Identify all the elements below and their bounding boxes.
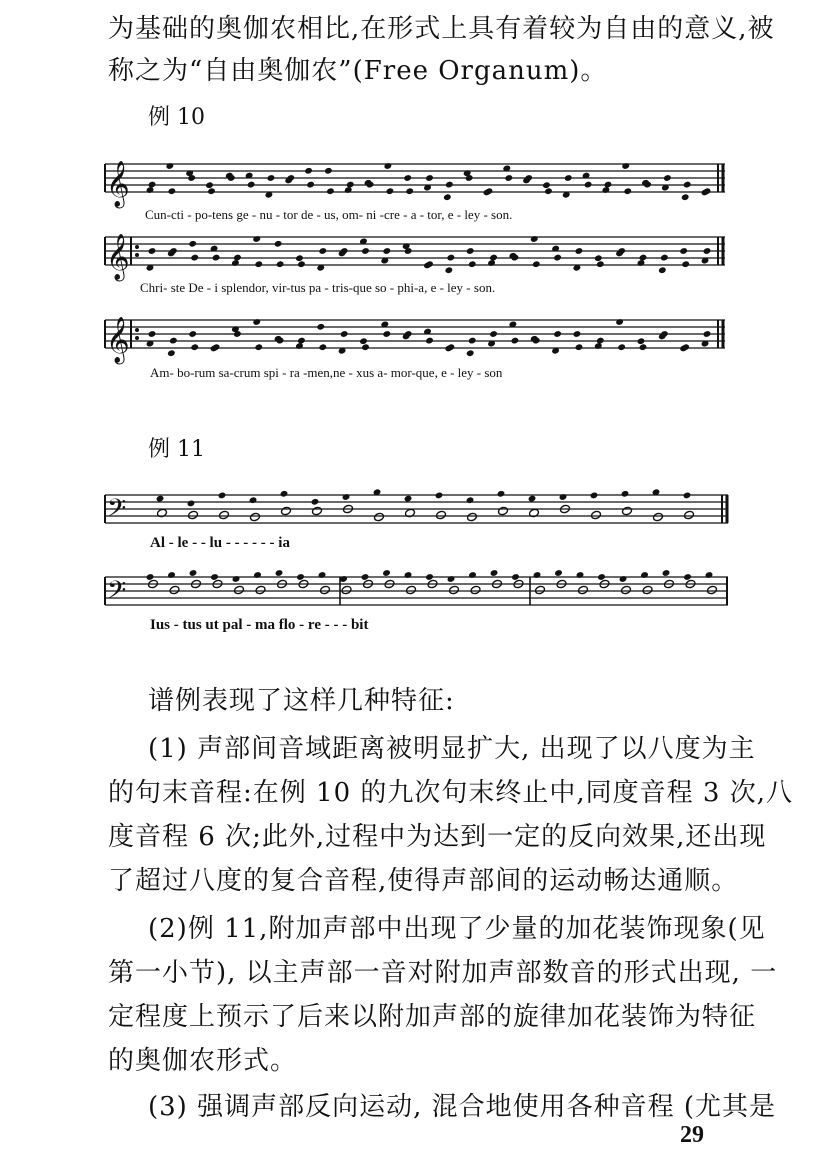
treble-clef-icon: 𝄞 (106, 234, 130, 280)
notehead (681, 260, 690, 268)
notehead (703, 330, 712, 338)
notehead (267, 174, 276, 182)
notehead (653, 512, 664, 522)
notehead (425, 573, 434, 581)
notehead (490, 569, 499, 577)
notehead (575, 343, 584, 351)
notehead (253, 571, 262, 579)
notehead (326, 187, 335, 195)
notehead (324, 167, 333, 175)
notehead (167, 349, 176, 357)
notehead (341, 585, 352, 595)
staff-ex11-1 (105, 495, 728, 523)
notehead (662, 569, 671, 577)
example-10-score (0, 150, 831, 450)
notehead (445, 266, 454, 274)
notehead (532, 260, 541, 268)
notehead (403, 174, 412, 182)
notehead (621, 490, 630, 498)
notehead (384, 162, 393, 170)
notehead (602, 186, 611, 194)
notehead (594, 342, 603, 350)
notehead (615, 318, 624, 326)
notehead (435, 492, 444, 500)
notehead (590, 492, 599, 500)
notehead (276, 260, 285, 268)
notehead (312, 506, 323, 516)
notehead (679, 247, 688, 255)
notehead (359, 337, 368, 345)
notehead (447, 575, 456, 583)
example-11-lyrics-2: Ius - tus ut pal - ma flo - re - - - bit (150, 617, 369, 633)
example-11-label: 例 11 (148, 437, 205, 462)
notehead (231, 259, 240, 267)
notehead (342, 493, 351, 501)
notehead (318, 247, 327, 255)
notehead (275, 569, 284, 577)
notehead (663, 174, 672, 182)
notehead (233, 254, 242, 262)
notehead (553, 330, 562, 338)
notehead (169, 585, 180, 595)
page-number: 29 (680, 1122, 704, 1148)
notehead (252, 235, 261, 243)
notehead (542, 181, 551, 189)
text-line: 定程度上预示了后来以附加声部的旋律加花装饰为特征 (108, 1002, 757, 1032)
notehead (597, 573, 606, 581)
notehead (207, 187, 216, 195)
notehead (637, 259, 646, 267)
notehead (619, 575, 628, 583)
notehead (683, 492, 692, 500)
notehead (621, 162, 630, 170)
notehead (254, 343, 263, 351)
notehead (425, 337, 434, 345)
notehead (544, 187, 553, 195)
notehead (591, 510, 602, 520)
notehead (683, 573, 692, 581)
notehead (640, 571, 649, 579)
notehead (623, 187, 632, 195)
notehead (234, 585, 245, 595)
notehead (405, 187, 414, 195)
notehead (425, 174, 434, 182)
notehead (250, 512, 261, 522)
notehead (489, 330, 498, 338)
notehead (707, 585, 718, 595)
notehead (466, 247, 475, 255)
notehead (316, 323, 325, 331)
notehead (504, 174, 513, 182)
notehead (594, 254, 603, 262)
notehead (575, 247, 584, 255)
notehead (553, 254, 562, 262)
notehead (281, 506, 292, 516)
notehead (447, 254, 456, 262)
notehead (255, 585, 266, 595)
notehead (468, 337, 477, 345)
notehead (304, 167, 313, 175)
notehead (511, 573, 520, 581)
notehead (596, 337, 605, 345)
notehead (280, 490, 289, 498)
example-11-lyrics-1: Al - le - - lu - - - - - - ia (150, 535, 290, 551)
notehead (297, 260, 306, 268)
notehead (167, 571, 176, 579)
example-10-label: 例 10 (148, 105, 205, 130)
notehead (497, 490, 506, 498)
notehead (445, 181, 454, 189)
notehead (382, 330, 391, 338)
notehead (188, 330, 197, 338)
notehead (146, 573, 155, 581)
staff-system-1 (105, 164, 725, 192)
treble-clef-icon: 𝄞 (106, 161, 130, 207)
text-line: (3) 强调声部反向运动, 混合地使用各种音程 (尤其是 (148, 1092, 777, 1122)
notehead (361, 343, 370, 351)
notehead (511, 337, 520, 345)
example-10-lyrics-2: Chri- ste De - i splendor, vir-tus pa - tris-que so - phi-a, e - ley - son. (140, 280, 496, 295)
notehead (210, 573, 219, 581)
notehead (296, 573, 305, 581)
notehead (642, 585, 653, 595)
notehead (573, 330, 582, 338)
staff-system-2 (105, 237, 725, 265)
text-line: 的奥伽农形式。 (108, 1046, 298, 1076)
notehead (639, 343, 648, 351)
notehead (683, 181, 692, 189)
notehead (660, 254, 669, 262)
notehead (212, 254, 221, 262)
notehead (218, 492, 227, 500)
staff-system-3 (105, 320, 725, 348)
notehead (165, 162, 174, 170)
notehead (576, 571, 585, 579)
text-line: 谱例表现了这样几种特征: (148, 686, 455, 716)
notehead (297, 337, 306, 345)
notehead (167, 187, 176, 195)
notehead (156, 495, 165, 503)
notehead (190, 254, 199, 262)
notehead (344, 186, 353, 194)
notehead (622, 506, 633, 516)
bass-clef-icon: 𝄢 (107, 494, 127, 529)
notehead (559, 493, 568, 501)
text-line: (1) 声部间音域距离被明显扩大, 出现了以八度为主 (148, 734, 756, 764)
text-line: 为基础的奥伽农相比,在形式上具有着较为自由的意义,被 (108, 14, 775, 44)
bass-clef-icon: 𝄢 (107, 576, 127, 611)
notehead (468, 571, 477, 579)
notehead (148, 330, 157, 338)
treble-clef-icon: 𝄞 (106, 317, 130, 363)
notehead (639, 254, 648, 262)
notehead (528, 495, 537, 503)
notehead (404, 571, 413, 579)
notehead (596, 260, 605, 268)
notehead (318, 571, 327, 579)
notehead (219, 510, 230, 520)
text-line: 称之为“自由奥伽农”(Free Organum)。 (108, 56, 608, 86)
notehead (188, 240, 197, 248)
notehead (637, 337, 646, 345)
notehead (189, 569, 198, 577)
notehead (604, 181, 613, 189)
notehead (533, 571, 542, 579)
notehead (564, 174, 573, 182)
notehead (584, 181, 593, 189)
notehead (346, 181, 355, 189)
notehead (205, 181, 214, 189)
notehead (148, 247, 157, 255)
notehead (252, 318, 261, 326)
notehead (621, 585, 632, 595)
notehead (705, 571, 714, 579)
notehead (374, 512, 385, 522)
notehead (382, 247, 391, 255)
notehead (658, 266, 667, 274)
notehead (274, 240, 283, 248)
notehead (617, 343, 626, 351)
notehead (530, 235, 539, 243)
notehead (254, 260, 263, 268)
notehead (449, 585, 460, 595)
notehead (498, 506, 509, 516)
notehead (684, 510, 695, 520)
notehead (340, 330, 349, 338)
notehead (443, 193, 452, 201)
notehead (311, 498, 320, 506)
text-line: 度音程 6 次;此外,过程中为达到一定的反向效果,还出现 (108, 822, 767, 852)
text-line: 了超过八度的复合音程,使得声部间的运动畅达通顺。 (108, 866, 739, 896)
notehead (318, 343, 327, 351)
notehead (467, 512, 478, 522)
notehead (487, 259, 496, 267)
notehead (535, 585, 546, 595)
notehead (382, 569, 391, 577)
notehead (146, 186, 155, 194)
notehead (148, 181, 157, 189)
notehead (703, 247, 712, 255)
notehead (681, 193, 690, 201)
notehead (578, 585, 589, 595)
notehead (468, 260, 477, 268)
notehead (404, 495, 413, 503)
example-10-lyrics-3: Am- bo-rum sa-crum spi - ra -men,ne - xus a- mor-que, e - ley - son (150, 365, 503, 380)
text-line: (2)例 11,附加声部中出现了少量的加花装饰现象(见 (148, 914, 766, 944)
example-10-lyrics-1: Cun-cti - po-tens ge - nu - tor de - us, om- ni -cre - a - tor, e - ley - son. (145, 207, 513, 222)
notehead (436, 510, 447, 520)
notehead (406, 585, 417, 595)
notehead (470, 585, 481, 595)
notehead (295, 342, 304, 350)
notehead (190, 343, 199, 351)
notehead (489, 254, 498, 262)
notehead (386, 187, 395, 195)
notehead (466, 496, 475, 504)
notehead (320, 585, 331, 595)
notehead (249, 496, 258, 504)
notehead (232, 575, 241, 583)
notehead (247, 181, 256, 189)
notehead (554, 569, 563, 577)
notehead (187, 500, 196, 508)
notehead (361, 573, 370, 581)
example-11-score (0, 485, 831, 635)
text-line: 的句末音程:在例 10 的九次句末终止中,同度音程 3 次,八 (108, 778, 793, 808)
notehead (295, 254, 304, 262)
notehead (466, 349, 475, 357)
notehead (306, 181, 315, 189)
notehead (361, 247, 370, 255)
notehead (188, 510, 199, 520)
notehead (169, 337, 178, 345)
text-line: 第一小节), 以主声部一音对附加声部数音的形式出现, 一 (108, 958, 778, 988)
